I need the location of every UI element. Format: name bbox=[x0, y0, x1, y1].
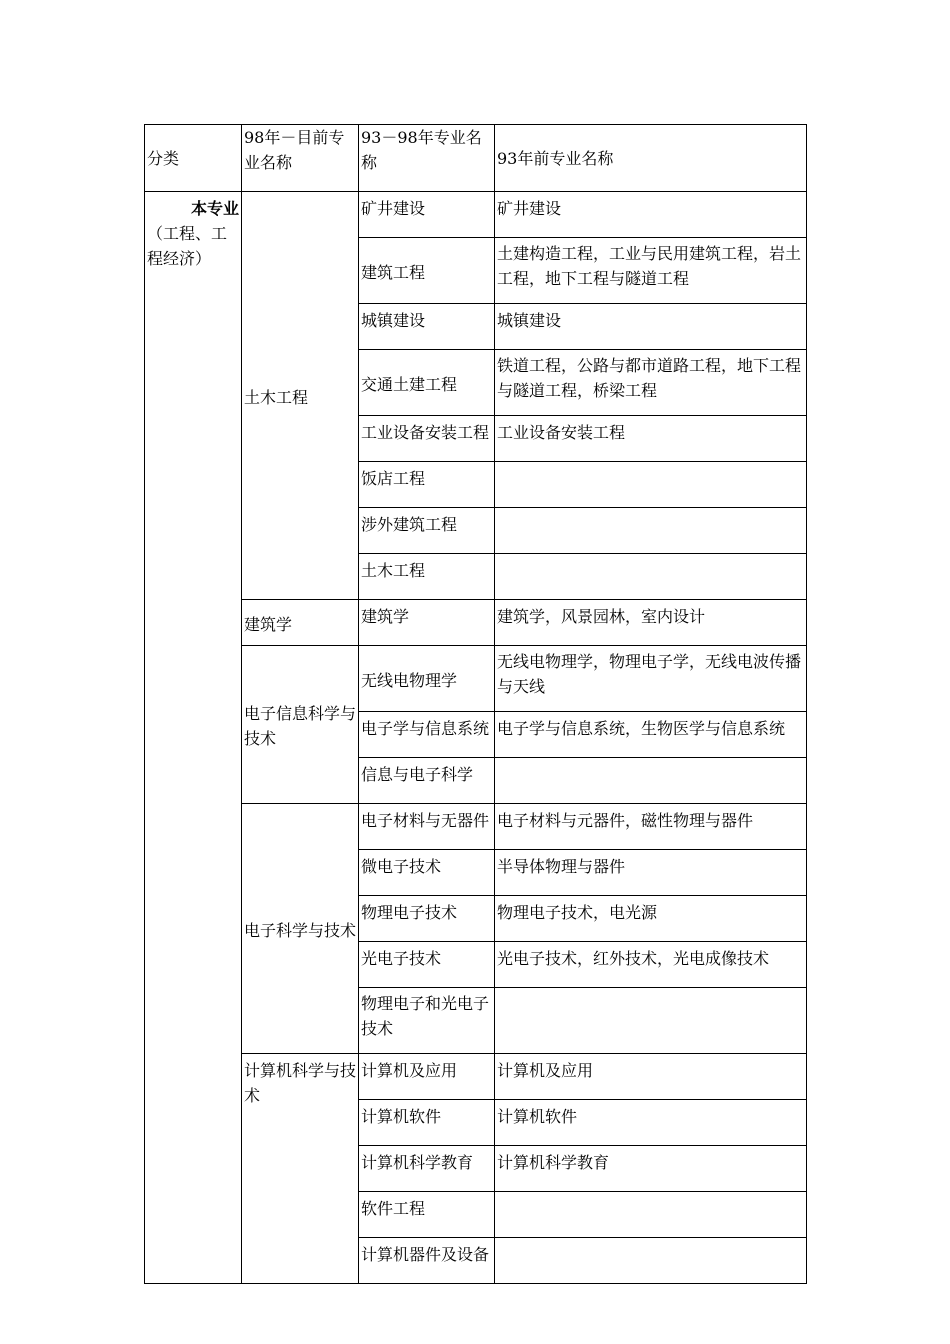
old-major-cell: 计算机软件 bbox=[495, 1100, 807, 1146]
current-major-cell: 土木工程 bbox=[242, 192, 359, 600]
old-major-cell bbox=[495, 758, 807, 804]
old-major-cell: 土建构造工程，工业与民用建筑工程，岩土工程，地下工程与隧道工程 bbox=[495, 238, 807, 304]
mid-major-cell: 矿井建设 bbox=[359, 192, 495, 238]
old-major-cell: 矿井建设 bbox=[495, 192, 807, 238]
header-current-major: 98年－目前专业名称 bbox=[242, 125, 359, 192]
header-category: 分类 bbox=[145, 125, 242, 192]
old-major-cell: 城镇建设 bbox=[495, 304, 807, 350]
category-title: 本专业 bbox=[190, 199, 239, 218]
mid-major-cell: 软件工程 bbox=[359, 1192, 495, 1238]
old-major-cell: 工业设备安装工程 bbox=[495, 416, 807, 462]
old-major-cell: 无线电物理学，物理电子学，无线电波传播与天线 bbox=[495, 646, 807, 712]
mid-major-cell: 工业设备安装工程 bbox=[359, 416, 495, 462]
table-row bbox=[145, 600, 807, 646]
mid-major-cell: 物理电子和光电子技术 bbox=[359, 988, 495, 1054]
mid-major-cell: 涉外建筑工程 bbox=[359, 508, 495, 554]
mid-major-cell: 计算机软件 bbox=[359, 1100, 495, 1146]
old-major-cell bbox=[495, 988, 807, 1054]
old-major-cell: 计算机及应用 bbox=[495, 1054, 807, 1100]
header-mid-major: 93－98年专业名称 bbox=[359, 125, 495, 192]
old-major-cell bbox=[495, 462, 807, 508]
old-major-cell bbox=[495, 554, 807, 600]
mid-major-cell: 计算机及应用 bbox=[359, 1054, 495, 1100]
mid-major-cell: 计算机器件及设备 bbox=[359, 1238, 495, 1284]
old-major-cell bbox=[495, 1238, 807, 1284]
mid-major-cell: 电子学与信息系统 bbox=[359, 712, 495, 758]
table-row bbox=[145, 1054, 807, 1100]
mid-major-cell: 电子材料与无器件 bbox=[359, 804, 495, 850]
current-major-cell: 建筑学 bbox=[242, 600, 359, 646]
mid-major-cell: 计算机科学教育 bbox=[359, 1146, 495, 1192]
old-major-cell: 电子材料与元器件，磁性物理与器件 bbox=[495, 804, 807, 850]
mid-major-cell: 饭店工程 bbox=[359, 462, 495, 508]
current-major-cell: 计算机科学与技术 bbox=[242, 1054, 359, 1284]
mid-major-cell: 交通土建工程 bbox=[359, 350, 495, 416]
header-old-major: 93年前专业名称 bbox=[495, 125, 807, 192]
mid-major-cell: 光电子技术 bbox=[359, 942, 495, 988]
old-major-cell: 计算机科学教育 bbox=[495, 1146, 807, 1192]
category-subtitle: （工程、工程经济） bbox=[147, 224, 228, 268]
current-major-cell: 电子科学与技术 bbox=[242, 804, 359, 1054]
mid-major-cell: 信息与电子科学 bbox=[359, 758, 495, 804]
mid-major-cell: 城镇建设 bbox=[359, 304, 495, 350]
header-row bbox=[145, 125, 807, 192]
table-row bbox=[145, 192, 807, 238]
category-cell bbox=[145, 192, 242, 1284]
mid-major-cell: 物理电子技术 bbox=[359, 896, 495, 942]
old-major-cell: 光电子技术，红外技术，光电成像技术 bbox=[495, 942, 807, 988]
old-major-cell: 物理电子技术，电光源 bbox=[495, 896, 807, 942]
old-major-cell: 半导体物理与器件 bbox=[495, 850, 807, 896]
table-row bbox=[145, 646, 807, 712]
old-major-cell: 铁道工程，公路与都市道路工程，地下工程与隧道工程，桥梁工程 bbox=[495, 350, 807, 416]
major-mapping-table bbox=[144, 124, 807, 1284]
mid-major-cell: 无线电物理学 bbox=[359, 646, 495, 712]
mid-major-cell: 微电子技术 bbox=[359, 850, 495, 896]
mid-major-cell: 建筑工程 bbox=[359, 238, 495, 304]
old-major-cell: 电子学与信息系统，生物医学与信息系统 bbox=[495, 712, 807, 758]
old-major-cell bbox=[495, 508, 807, 554]
table-row bbox=[145, 804, 807, 850]
current-major-cell: 电子信息科学与技术 bbox=[242, 646, 359, 804]
old-major-cell bbox=[495, 1192, 807, 1238]
mid-major-cell: 土木工程 bbox=[359, 554, 495, 600]
mid-major-cell: 建筑学 bbox=[359, 600, 495, 646]
old-major-cell: 建筑学，风景园林，室内设计 bbox=[495, 600, 807, 646]
